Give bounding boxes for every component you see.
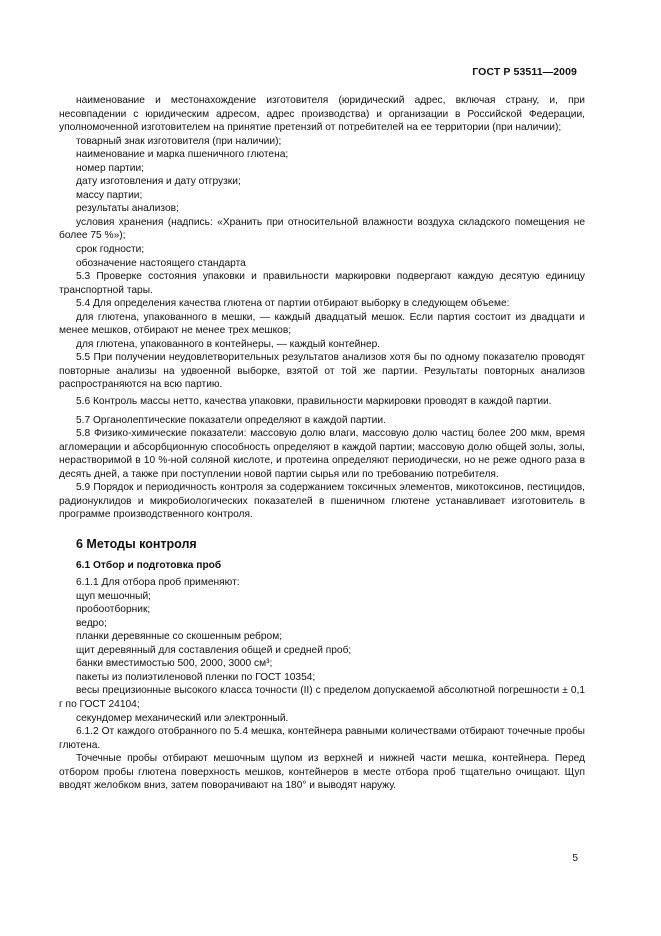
paragraph: наименование и местонахождение изготовителя (юридический адрес, включая страну, и, при несовпадении с юридическим адресом, адрес производства) и организации в Российской Федерации, уполномоченной изготовителем на принятие претензий от потребителей на ее территории (при наличии); <box>59 95 585 134</box>
paragraph: 5.5 При получении неудовлетворительных результатов анализов хотя бы по одному показателю проводят повторные анализы на удвоенной выборке, взятой от той же партии. Результаты повторных анализов распространяются на всю партию. <box>59 352 585 391</box>
list-item: секундомер механический или электронный. <box>76 712 289 724</box>
paragraph: 5.3 Проверке состояния упаковки и правильности маркировки подвергают каждую десятую единицу транспортной тары. <box>59 271 585 296</box>
paragraph: массу партии; <box>76 189 143 201</box>
document-body <box>59 94 585 793</box>
paragraph: 5.4 Для определения качества глютена от партии отбирают выборку в следующем объеме: <box>76 298 510 310</box>
paragraph: 5.7 Органолептические показатели определяют в каждой партии. <box>76 414 386 426</box>
list-item: пробоотборник; <box>76 604 151 616</box>
paragraph: для глютена, упакованного в мешки, — каждый двадцатый мешок. Если партия состоит из двадцати и менее мешков, отбирают не менее трех мешков; <box>59 311 585 337</box>
subsection-heading: 6.1 Отбор и подготовка проб <box>76 559 222 571</box>
paragraph: товарный знак изготовителя (при наличии); <box>76 135 282 147</box>
list-item: планки деревянные со скошенным ребром; <box>76 631 283 643</box>
paragraph: 5.9 Порядок и периодичность контроля за содержанием токсичных элементов, микотоксинов, пестицидов, радионуклидов и микробиологических показателей в пшеничном глютене устанавливает изготовитель в программе производственного контроля. <box>59 482 585 521</box>
paragraph: 5.8 Физико-химические показатели: массовую долю влаги, массовую долю частиц более 200 мкм, время агломерации и абсорбционную способность определяют в каждой партии; массовую долю общей золы, золы, нерастворимой в 10 %-ной соляной кислоте, и протеина определяют периодически, но не реже одного раза в десять дней, а также при поступлении новой партии сырья или по требованию потребителя. <box>59 428 585 480</box>
paragraph: срок годности; <box>76 244 145 256</box>
list-item: банки вместимостью 500, 2000, 3000 см³; <box>76 658 273 670</box>
list-item: щит деревянный для составления общей и средней проб; <box>76 644 352 656</box>
list-item: весы прецизионные высокого класса точности (II) с пределом допускаемой абсолютной погрешности ± 0,1 г по ГОСТ 24104; <box>59 685 585 710</box>
paragraph: результаты анализов; <box>76 203 179 215</box>
paragraph: Точечные пробы отбирают мешочным щупом из верхней и нижней части мешка, контейнера. Перед отбором пробы глютена поверхность мешков, контейнеров в месте отбора проб тщательно очищают. Щуп вводят желобком вниз, затем поворачивают на 180° и выводят наружу. <box>59 753 585 792</box>
paragraph: 5.6 Контроль массы нетто, качества упаковки, правильности маркировки проводят в каждой партии. <box>76 396 552 408</box>
section-heading: 6 Методы контроля <box>76 536 197 551</box>
paragraph: наименование и марка пшеничного глютена; <box>76 149 289 161</box>
paragraph: 6.1.2 От каждого отобранного по 5.4 мешка, контейнера равными количествами отбирают точечные пробы глютена. <box>59 726 585 751</box>
paragraph: для глютена, упакованного в контейнеры, — каждый контейнер. <box>76 338 381 350</box>
page-number: 5 <box>572 853 578 864</box>
list-item: ведро; <box>76 617 107 629</box>
paragraph: дату изготовления и дату отгрузки; <box>76 176 241 188</box>
document-code: ГОСТ Р 53511—2009 <box>472 66 577 78</box>
paragraph: номер партии; <box>76 162 144 174</box>
paragraph: обозначение настоящего стандарта <box>76 257 246 269</box>
paragraph: условия хранения (надпись: «Хранить при относительной влажности воздуха складского помещения не более 75 %»); <box>59 216 585 242</box>
list-item: щуп мешочный; <box>76 590 151 602</box>
list-item: пакеты из полиэтиленовой пленки по ГОСТ 10354; <box>76 671 316 683</box>
paragraph: 6.1.1 Для отбора проб применяют: <box>76 577 240 589</box>
